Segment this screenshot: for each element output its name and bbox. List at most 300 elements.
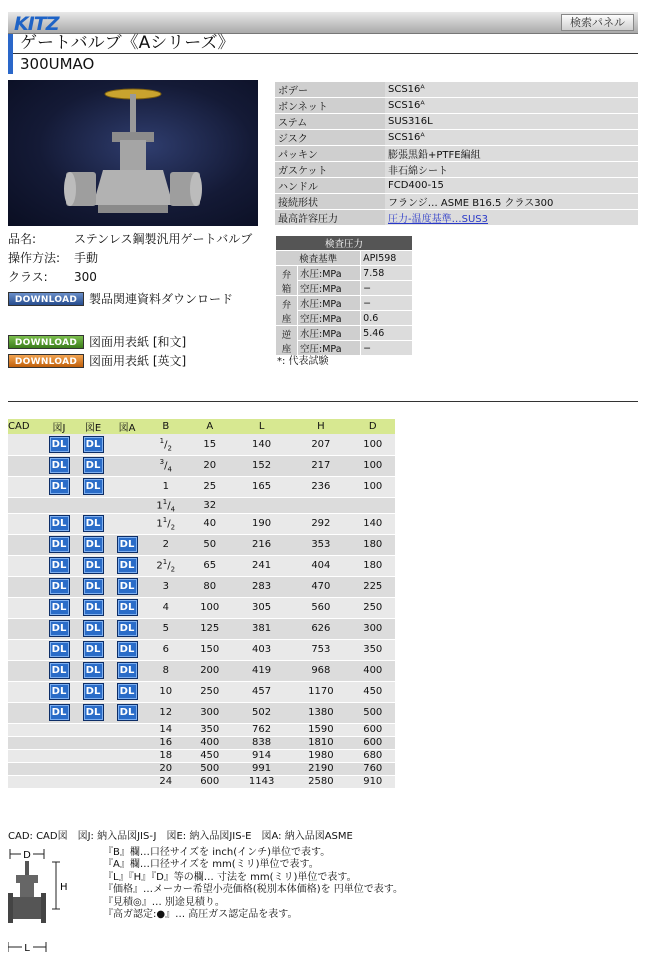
size-b-whole: 3 [162,581,169,593]
spec-key: ガスケット [275,162,385,178]
size-h: 1170 [291,681,350,702]
cad-cell [8,513,42,534]
size-d: 910 [351,775,396,788]
test-standard-label: 検査基準 [276,251,361,266]
info-row [8,230,268,249]
kitz-logo[interactable]: KITZ [14,13,59,35]
spec-value [385,210,638,226]
dl-j-cell [42,513,76,534]
dl-j-icon[interactable]: DL [49,457,70,474]
cad-cell [8,555,42,576]
product-download-button[interactable]: DOWNLOAD [8,292,84,306]
dl-j-cell [42,702,76,723]
pressure-value: − [361,341,413,356]
size-a: 25 [188,476,232,497]
cad-cell [8,702,42,723]
cad-legend: CAD: CAD図 図J: 納入品図JIS-J 図E: 納入品図JIS-E 図A: 納入品図ASME [8,831,353,842]
pressure-group: 弁座 [276,296,298,326]
dl-j-cell [42,762,76,775]
title-accent-bar [8,34,13,74]
dl-a-icon[interactable]: DL [117,662,138,679]
dl-e-icon[interactable]: DL [83,457,104,474]
size-h: 2580 [291,775,350,788]
info-label: クラス: [8,270,48,284]
size-b [144,576,188,597]
size-b-whole: 14 [159,724,173,736]
dl-e-cell [76,639,110,660]
size-b: $2^1/_2$ [144,555,188,576]
size-d: 250 [351,597,396,618]
size-d [351,497,396,513]
dl-e-cell [76,660,110,681]
size-d: 100 [351,476,396,497]
spec-key: 接続形状 [275,194,385,210]
size-a: 450 [188,749,232,762]
size-row [8,597,395,618]
pressure-temperature-link[interactable]: 圧力-温度基準…SUS3 [388,214,488,225]
spec-key: 最高許容圧力 [275,210,385,226]
size-b [144,476,188,497]
size-d: 400 [351,660,396,681]
dl-e-cell [76,681,110,702]
size-row [8,736,395,749]
size-b-whole: 24 [159,776,173,788]
size-l: 991 [232,762,291,775]
product-info [8,230,268,287]
size-b-den: 4 [167,465,172,474]
dl-j-cell [42,723,76,736]
size-l: 419 [232,660,291,681]
size-b [144,736,188,749]
dl-e-cell [76,555,110,576]
spec-value: フランジ… ASME B16.5 クラス300 [385,194,638,210]
dl-e-icon[interactable]: DL [83,620,104,637]
dl-e-cell [76,762,110,775]
cad-cell [8,618,42,639]
size-b [144,618,188,639]
dl-a-cell [110,723,144,736]
size-b-whole: 1 [156,499,163,511]
size-b-num: 1 [162,558,168,567]
size-b-num: 3 [159,457,165,466]
dl-a-icon[interactable]: DL [117,578,138,595]
dl-j-icon[interactable]: DL [49,641,70,658]
size-row [8,576,395,597]
dl-e-cell [76,434,110,455]
dl-j-icon[interactable]: DL [49,478,70,495]
size-row [8,749,395,762]
dl-j-icon[interactable]: DL [49,683,70,700]
dl-e-icon[interactable]: DL [83,436,104,453]
size-h: 1810 [291,736,350,749]
size-d: 180 [351,534,396,555]
size-d: 140 [351,513,396,534]
dl-e-icon[interactable]: DL [83,557,104,574]
product-title: ゲートバルブ《Aシリーズ》 [20,33,235,53]
size-row [8,639,395,660]
size-b [144,534,188,555]
size-l: 762 [232,723,291,736]
cad-cell [8,576,42,597]
note-line: 『L』『H』『D』等の欄… 寸法を mm(ミリ)単位で表す。 [103,871,357,883]
dl-e-icon[interactable]: DL [83,662,104,679]
dl-j-cell [42,639,76,660]
drawing-jp-download-button[interactable]: DOWNLOAD [8,335,84,349]
size-b-whole: 2 [156,560,163,572]
section-divider [8,401,638,402]
dl-a-icon[interactable]: DL [117,599,138,616]
drawing-jp-download-row [8,333,186,350]
dl-j-icon[interactable]: DL [49,620,70,637]
dl-e-cell [76,618,110,639]
size-h: 1380 [291,702,350,723]
drawing-jp-label[interactable]: 図面用表紙 [和文] [89,335,187,349]
spec-row [275,146,638,162]
dl-j-cell [42,434,76,455]
test-pressure-title: 検査圧力 [276,236,413,251]
cad-cell [8,597,42,618]
dl-e-icon[interactable]: DL [83,515,104,532]
dl-j-cell [42,534,76,555]
size-l: 502 [232,702,291,723]
size-row [8,681,395,702]
info-row [8,249,268,268]
spec-key: ジスク [275,130,385,146]
size-h: 1590 [291,723,350,736]
dl-e-cell [76,736,110,749]
size-table [8,419,395,789]
size-a: 40 [188,513,232,534]
size-h: 968 [291,660,350,681]
info-label: 操作方法: [8,251,61,265]
dl-e-cell [76,597,110,618]
size-l: 1143 [232,775,291,788]
dl-e-icon[interactable]: DL [83,704,104,721]
cad-cell [8,497,42,513]
size-b-whole: 4 [162,602,169,614]
drawing-en-download-row [8,352,186,369]
cad-cell [8,455,42,476]
pressure-label: 水圧:MPa [298,266,361,281]
spec-value: 膨張黒鉛+PTFE編組 [385,146,638,162]
dl-e-cell [76,476,110,497]
size-b [144,749,188,762]
size-l: 838 [232,736,291,749]
size-d: 600 [351,723,396,736]
size-row [8,434,395,455]
pressure-row [276,326,413,341]
notes-list [103,847,403,921]
dl-j-cell [42,775,76,788]
dl-j-icon[interactable]: DL [49,536,70,553]
pressure-value: − [361,281,413,296]
dl-e-cell [76,534,110,555]
search-panel-button[interactable]: 検索パネル [561,14,634,31]
dl-a-cell [110,639,144,660]
size-row [8,497,395,513]
size-b-num: 1 [162,497,168,506]
size-col-header: D [351,419,396,434]
size-l: 381 [232,618,291,639]
spec-row [275,178,638,194]
spec-value: SCS16ᴬ [385,82,638,98]
size-b: $^1/_2$ [144,434,188,455]
dl-a-cell [110,702,144,723]
size-col-header: A [188,419,232,434]
dim-d-label: D [23,850,31,861]
dl-j-cell [42,660,76,681]
size-b-num: 1 [159,436,165,445]
size-row [8,555,395,576]
product-photo [8,80,258,226]
size-b-whole: 10 [159,686,173,698]
dl-a-cell [110,762,144,775]
size-h: 292 [291,513,350,534]
size-l: 403 [232,639,291,660]
test-pressure-table [275,235,413,356]
dl-j-cell [42,618,76,639]
pressure-group: 弁箱 [276,266,298,296]
dl-e-icon[interactable]: DL [83,536,104,553]
size-l: 190 [232,513,291,534]
size-l: 305 [232,597,291,618]
dl-j-cell [42,749,76,762]
product-download-row [8,290,233,307]
dl-a-cell [110,618,144,639]
pressure-value: 7.58 [361,266,413,281]
size-b-whole: 1 [156,518,163,530]
size-row [8,660,395,681]
info-value: ステンレス鋼製汎用ゲートバルブ [74,232,253,246]
spec-row [275,210,638,226]
size-b: $1^1/_4$ [144,497,188,513]
spec-key: パッキン [275,146,385,162]
dl-j-icon[interactable]: DL [49,578,70,595]
cad-cell [8,534,42,555]
size-b [144,660,188,681]
size-col-header: H [291,419,350,434]
size-a: 50 [188,534,232,555]
spec-row [275,194,638,210]
spec-row [275,130,638,146]
pressure-label: 水圧:MPa [298,326,361,341]
size-h: 207 [291,434,350,455]
size-l: 165 [232,476,291,497]
size-b-whole: 6 [162,644,169,656]
cad-cell [8,639,42,660]
dl-a-icon[interactable]: DL [117,536,138,553]
dl-a-icon[interactable]: DL [117,620,138,637]
dl-e-icon[interactable]: DL [83,599,104,616]
size-b [144,639,188,660]
product-code: 300UMAO [20,55,95,73]
title-divider [13,53,638,54]
size-h: 560 [291,597,350,618]
dl-a-icon[interactable]: DL [117,683,138,700]
pressure-label: 空圧:MPa [298,311,361,326]
spec-value: SUS316L [385,114,638,130]
dl-j-cell [42,681,76,702]
dl-a-cell [110,513,144,534]
size-col-header: B [144,419,188,434]
size-a: 32 [188,497,232,513]
dl-a-icon[interactable]: DL [117,557,138,574]
size-b-whole: 16 [159,737,173,749]
dl-a-cell [110,597,144,618]
size-row [8,455,395,476]
note-line: 『価格』…メーカー希望小売価格(税別本体価格)を 円単位で表す。 [103,884,403,896]
size-a: 15 [188,434,232,455]
pressure-label: 空圧:MPa [298,341,361,356]
size-a: 65 [188,555,232,576]
dl-a-cell [110,775,144,788]
pressure-group: 逆座 [276,326,298,356]
spec-row [275,162,638,178]
dim-l-label: L [24,943,30,953]
size-col-header: L [232,419,291,434]
note-line: 『B』欄…口径サイズを inch(インチ)単位で表す。 [103,847,331,858]
size-l: 216 [232,534,291,555]
size-b-whole: 8 [162,665,169,677]
size-h [291,497,350,513]
size-b-den: 4 [170,504,176,513]
size-b [144,762,188,775]
dl-e-icon[interactable]: DL [83,578,104,595]
size-h: 753 [291,639,350,660]
size-a: 80 [188,576,232,597]
dl-e-cell [76,702,110,723]
cad-cell [8,476,42,497]
dl-a-cell [110,736,144,749]
dl-j-icon[interactable]: DL [49,599,70,616]
size-a: 100 [188,597,232,618]
dl-e-cell [76,723,110,736]
size-b-num: 1 [162,516,168,525]
size-a: 250 [188,681,232,702]
size-row [8,762,395,775]
pressure-label: 水圧:MPa [298,296,361,311]
dl-e-icon[interactable]: DL [83,683,104,700]
dl-a-cell [110,534,144,555]
dl-j-cell [42,476,76,497]
pressure-row [276,266,413,281]
test-standard-value: API598 [361,251,413,266]
dl-e-cell [76,749,110,762]
size-d: 500 [351,702,396,723]
dl-j-icon[interactable]: DL [49,436,70,453]
spec-key: ボデー [275,82,385,98]
size-l [232,497,291,513]
size-d: 180 [351,555,396,576]
cad-cell [8,723,42,736]
cad-cell [8,762,42,775]
spec-table [275,82,638,226]
size-d: 760 [351,762,396,775]
dl-j-icon[interactable]: DL [49,662,70,679]
dl-j-cell [42,497,76,513]
dim-h-label: H [60,882,68,893]
dl-a-icon[interactable]: DL [117,704,138,721]
dl-e-icon[interactable]: DL [83,641,104,658]
cad-cell [8,736,42,749]
dimension-figure [8,845,78,953]
size-h: 353 [291,534,350,555]
cad-cell [8,660,42,681]
drawing-en-download-button[interactable]: DOWNLOAD [8,354,84,368]
size-b [144,723,188,736]
size-row [8,513,395,534]
size-d: 450 [351,681,396,702]
spec-value: FCD400-15 [385,178,638,194]
spec-value: SCS16ᴬ [385,130,638,146]
size-h: 236 [291,476,350,497]
size-h: 217 [291,455,350,476]
pressure-value: 0.6 [361,311,413,326]
size-a: 20 [188,455,232,476]
dl-j-icon[interactable]: DL [49,704,70,721]
size-d: 100 [351,434,396,455]
size-row [8,775,395,788]
size-l: 283 [232,576,291,597]
dl-j-icon[interactable]: DL [49,557,70,574]
dl-a-cell [110,555,144,576]
size-b-den: 2 [170,523,176,532]
cad-cell [8,749,42,762]
dl-e-cell [76,576,110,597]
product-download-label[interactable]: 製品関連資料ダウンロード [89,292,234,306]
dl-e-icon[interactable]: DL [83,478,104,495]
size-d: 600 [351,736,396,749]
size-b: $1^1/_2$ [144,513,188,534]
note-line: 『見積◎』… 別途見積り。 [103,896,225,908]
size-row [8,702,395,723]
drawing-en-label[interactable]: 図面用表紙 [英文] [89,354,187,368]
size-h: 404 [291,555,350,576]
size-h: 626 [291,618,350,639]
size-d: 680 [351,749,396,762]
dl-j-icon[interactable]: DL [49,515,70,532]
dl-a-cell [110,749,144,762]
size-h: 470 [291,576,350,597]
pressure-note: *: 代表試験 [277,356,329,367]
dl-e-cell [76,497,110,513]
size-col-header: 図J [42,419,76,434]
size-b-whole: 20 [159,763,173,775]
dl-a-cell [110,681,144,702]
dl-j-cell [42,736,76,749]
spec-key: ステム [275,114,385,130]
dl-e-cell [76,775,110,788]
size-b [144,775,188,788]
note-line: 『高ガ認定:●』… 高圧ガス認定品を表す。 [103,909,298,921]
pressure-row [276,296,413,311]
size-d: 350 [351,639,396,660]
note-line: 『A』欄…口径サイズを mm(ミリ)単位で表す。 [103,859,319,871]
size-a: 125 [188,618,232,639]
spec-value: SCS16ᴬ [385,98,638,114]
spec-row [275,98,638,114]
size-l: 914 [232,749,291,762]
top-bar [8,12,638,34]
pressure-value: 5.46 [361,326,413,341]
size-l: 241 [232,555,291,576]
size-col-header: 図E [76,419,110,434]
dl-a-cell [110,660,144,681]
size-b-whole: 1 [162,481,169,492]
size-a: 500 [188,762,232,775]
dl-a-icon[interactable]: DL [117,641,138,658]
size-b-whole: 12 [159,707,173,719]
